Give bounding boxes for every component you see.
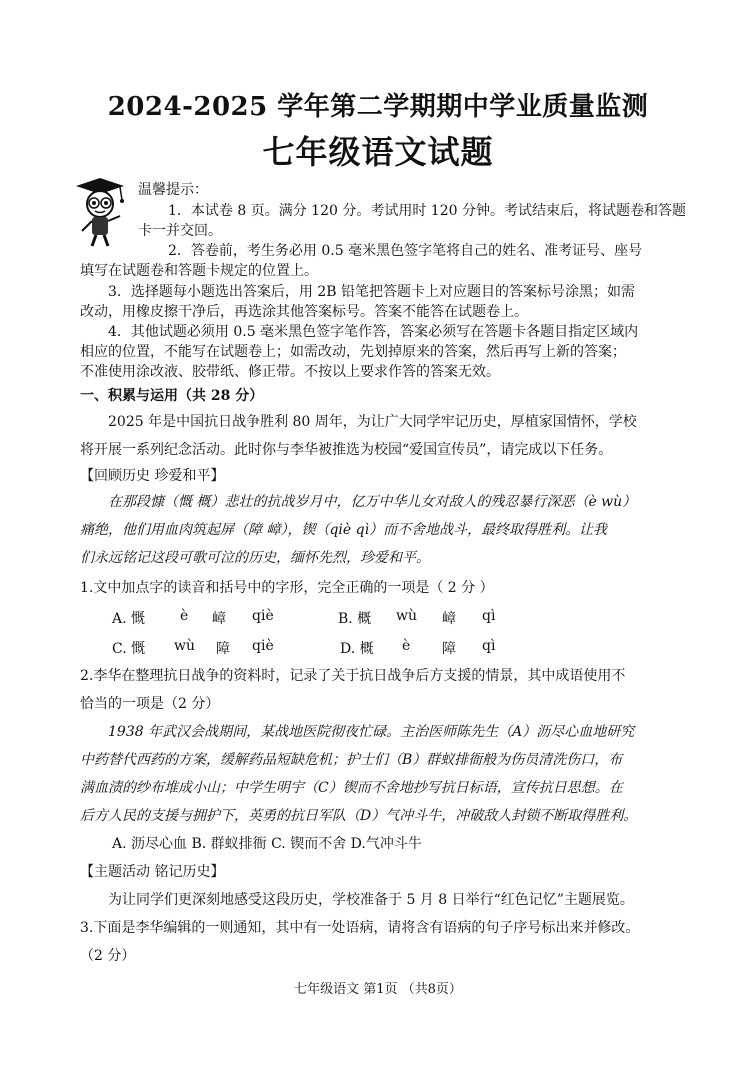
notice-item-2b: 填写在试题卷和答题卡规定的位置上。: [80, 263, 318, 279]
task-heading-2: 【主题活动 铭记历史】: [80, 864, 225, 880]
question-3-score: （2 分）: [80, 948, 136, 964]
question-1: 1.文中加点字的读音和括号中的字形，完全正确的一项是（ 2 分 ）: [80, 580, 494, 596]
question-2-a: 2.李华在整理抗日战争的资料时，记录了关于抗日战争后方支援的情景，其中成语使用不: [80, 668, 626, 684]
q2-options: A. 沥尽心血 B. 群蚁排衙 C. 锲而不舍 D.气冲斗牛: [112, 836, 422, 852]
notice-item-3a: 3．选择题每小题选出答案后，用 2B 铅笔把答题卡上对应题目的答案标号涂黑；如需: [108, 284, 636, 300]
q1-option-b-pinyin: wù: [396, 608, 417, 624]
q1-option-a-pinyin2: qiè: [252, 608, 274, 624]
section-heading: 一、积累与运用（共 28 分）: [80, 388, 264, 404]
q1-option-d-label: D. 概: [340, 641, 374, 657]
q2-passage-a: 1938 年武汉会战期间，某战地医院彻夜忙碌。主治医师陈先生（A）沥尽心血地研究: [108, 724, 635, 740]
q1-option-b-char: 嶂: [442, 611, 456, 627]
question-2-b: 恰当的一项是（2 分）: [80, 696, 220, 712]
q1-option-c-char: 障: [216, 641, 230, 657]
q1-option-c-pinyin2: qiè: [252, 638, 274, 654]
passage-line-a: 在那段慷（慨 概）悲壮的抗战岁月中，亿万中华儿女对敌人的残忍暴行深恶（è wù）: [108, 494, 637, 510]
notice-item-4b: 相应的位置，不能写在试题卷上；如需改动，先划掉原来的答案，然后再写上新的答案；: [80, 344, 626, 360]
notice-label: 温馨提示：: [138, 182, 208, 198]
notice-item-4c: 不准使用涂改液、胶带纸、修正带。不按以上要求作答的答案无效。: [80, 364, 500, 380]
q1-option-c-pinyin: wù: [174, 638, 195, 654]
exam-title: 2024-2025 学年第二学期期中学业质量监测: [107, 92, 649, 122]
passage-line-c: 们永远铭记这段可歌可泣的历史，缅怀先烈，珍爱和平。: [80, 550, 430, 566]
q1-option-d-pinyin2: qì: [482, 638, 496, 654]
task2-intro: 为让同学们更深刻地感受这段历史，学校准备于 5 月 8 日举行“红色记忆”主题展览。: [108, 892, 634, 908]
q1-option-b-pinyin2: qì: [482, 608, 496, 624]
q1-option-b-label: B. 概: [338, 611, 372, 627]
student-mascot-icon: [70, 176, 132, 248]
q1-option-a-pinyin: è: [180, 608, 189, 624]
exam-subtitle: 七年级语文试题: [262, 133, 494, 171]
notice-item-2a: 2．答卷前，考生务必用 0.5 毫米黑色签字笔将自己的姓名、准考证号、座号: [168, 243, 643, 259]
q1-option-c-label: C. 慨: [112, 641, 146, 657]
notice-item-4a: 4．其他试题必须用 0.5 毫米黑色签字笔作答，答案必须写在答题卡各题目指定区域内: [108, 324, 639, 340]
q1-option-d-char: 障: [442, 641, 456, 657]
page-footer: 七年级语文 第1页 （共8页）: [294, 982, 462, 997]
q2-passage-c: 满血渍的纱布堆成小山；中学生明宇（C）锲而不舍地抄写抗日标语，宣传抗日思想。在: [80, 780, 623, 796]
question-3: 3.下面是李华编辑的一则通知，其中有一处语病，请将含有语病的句子序号标出来并修改。: [80, 920, 640, 936]
q2-passage-d: 后方人民的支援与拥护下，英勇的抗日军队（D）气冲斗牛，冲破敌人封锁不断取得胜利。: [80, 808, 638, 824]
passage-line-b: 痛绝，他们用血肉筑起屏（障 嶂），锲（qiè qì）而不舍地战斗，最终取得胜利。让我: [80, 522, 608, 538]
q1-option-a-char: 嶂: [212, 611, 226, 627]
q1-option-d-pinyin: è: [402, 638, 411, 654]
task-heading-1: 【回顾历史 珍爱和平】: [80, 468, 225, 484]
notice-item-3b: 改动，用橡皮擦干净后，再选涂其他答案标号。答案不能答在试题卷上。: [80, 304, 528, 320]
notice-item-1b: 卡一并交回。: [138, 223, 222, 239]
notice-item-1a: 1．本试卷 8 页。满分 120 分。考试用时 120 分钟。考试结束后，将试题卷和答题: [168, 203, 686, 219]
intro-line-b: 将开展一系列纪念活动。此时你与李华被推选为校园“爱国宣传员”，请完成以下任务。: [80, 442, 613, 458]
q2-passage-b: 中药替代西药的方案，缓解药品短缺危机；护士们（B）群蚁排衙般为伤员清洗伤口，布: [80, 752, 623, 768]
q1-option-a-label: A. 慨: [112, 611, 146, 627]
intro-line-a: 2025 年是中国抗日战争胜利 80 周年，为让广大同学牢记历史，厚植家国情怀，学校: [108, 414, 637, 430]
